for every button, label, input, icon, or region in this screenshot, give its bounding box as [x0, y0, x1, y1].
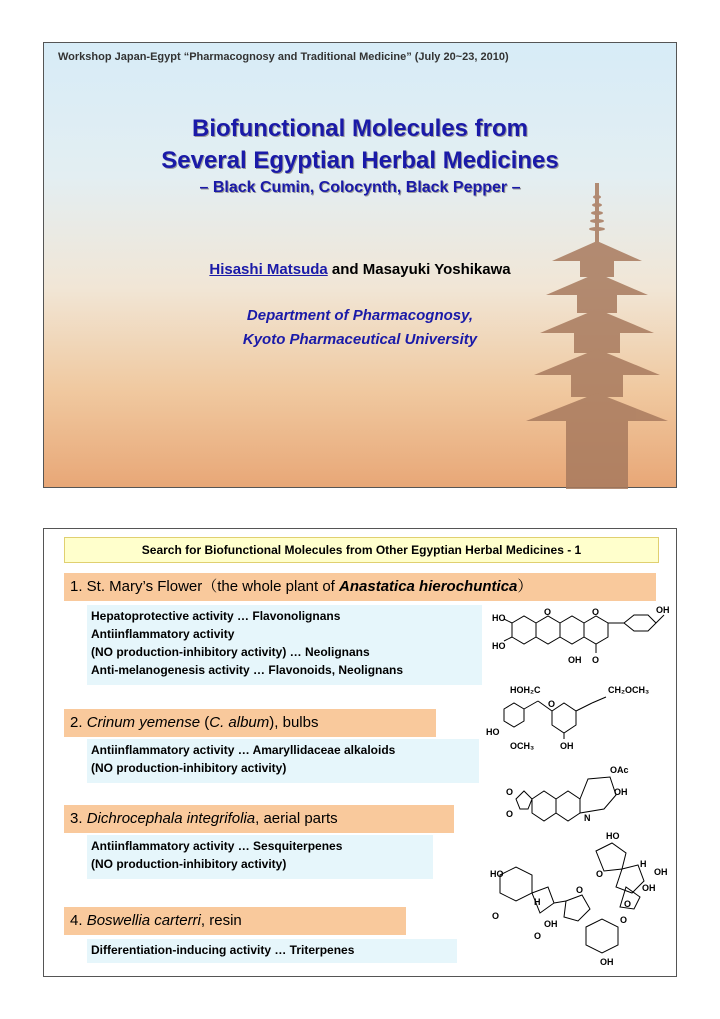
- section-1-activities: [87, 605, 482, 685]
- oac-label: OAc: [610, 765, 629, 775]
- activity-line: (NO production-inhibitory activity): [91, 857, 287, 871]
- o-label: O: [492, 911, 500, 921]
- pagoda-silhouette-icon: [522, 183, 672, 489]
- o-label: O: [544, 607, 552, 617]
- o-label: O: [620, 915, 628, 925]
- section-3-activities: [87, 835, 433, 879]
- flavonoid-structure-diagram: [492, 601, 676, 673]
- hoh2c-label: HOH₂C: [510, 685, 541, 695]
- ch2och3-label: CH₂OCH₃: [608, 685, 650, 695]
- activity-line: Differentiation-inducing activity … Triterpenes: [91, 943, 355, 957]
- section-3-suffix: , aerial parts: [255, 810, 338, 827]
- activity-line: Hepatoprotective activity … Flavonolignans: [91, 609, 341, 623]
- n-label: N: [584, 813, 591, 823]
- oh-label: OH: [614, 787, 628, 797]
- section-4-prefix: 4.: [70, 912, 87, 929]
- section-4-suffix: , resin: [200, 912, 242, 929]
- oh-label: OH: [568, 655, 582, 665]
- oh-label: OH: [600, 957, 614, 967]
- co-author: and Masayuki Yoshikawa: [331, 261, 511, 278]
- section-2-title: [64, 709, 436, 737]
- o-label: O: [534, 931, 542, 941]
- sesquiterpene-structure-diagram: [456, 827, 666, 967]
- ho-label: HO: [490, 869, 504, 879]
- ho-label: HO: [492, 613, 506, 623]
- activity-line: Anti-melanogenesis activity … Flavonoids, Neolignans: [91, 663, 404, 677]
- neolignan-structure-diagram: [480, 681, 676, 753]
- workshop-caption: Workshop Japan-Egypt “Pharmacognosy and Traditional Medicine” (July 20~23, 2010): [58, 51, 509, 63]
- ho-label: HO: [606, 831, 620, 841]
- o-label: O: [624, 899, 632, 909]
- section-2-activities: [87, 739, 479, 783]
- activity-line: Antiinflammatory activity … Amaryllidaceae alkaloids: [91, 743, 396, 757]
- section-2-suffix: ), bulbs: [269, 714, 319, 731]
- section-2-species: Crinum yemense: [86, 714, 201, 731]
- o-label: O: [592, 607, 600, 617]
- activity-line: (NO production-inhibitory activity) … Neolignans: [91, 645, 370, 659]
- ho-label: HO: [486, 727, 500, 737]
- section-3-species: Dichrocephala integrifolia: [86, 810, 256, 827]
- o-label: O: [506, 787, 514, 797]
- presenting-author: Hisashi Matsuda: [209, 261, 328, 278]
- section-1-title: [64, 573, 656, 601]
- section-3-title: [64, 805, 454, 833]
- oh-label: OH: [654, 867, 668, 877]
- o-label: O: [592, 655, 600, 665]
- section-2-prefix: 2.: [70, 714, 87, 731]
- activity-line: Antiinflammatory activity: [91, 627, 235, 641]
- activity-line: (NO production-inhibitory activity): [91, 761, 287, 775]
- section-2-synonym: C. album: [209, 714, 270, 731]
- o-label: O: [576, 885, 584, 895]
- section-1-prefix: 1. St. Mary’s Flower（the whole plant of: [70, 578, 340, 595]
- section-3-prefix: 3.: [70, 810, 87, 827]
- section-4-title: [64, 907, 406, 935]
- content-slide: [43, 528, 677, 977]
- department-line-2: Kyoto Pharmaceutical University: [242, 331, 478, 348]
- och3-label: OCH₃: [510, 741, 535, 751]
- oh-label: OH: [642, 883, 656, 893]
- slide-header: Search for Biofunctional Molecules from Other Egyptian Herbal Medicines - 1: [64, 537, 659, 563]
- ho-label: HO: [492, 641, 506, 651]
- department-line-1: Department of Pharmacognosy,: [246, 307, 474, 324]
- h-label: H: [534, 897, 541, 907]
- title-line-3: – Black Cumin, Colocynth, Black Pepper –: [199, 179, 521, 196]
- section-2-mid: (: [200, 714, 210, 731]
- h-label: H: [640, 859, 647, 869]
- oh-label: OH: [544, 919, 558, 929]
- o-label: O: [548, 699, 556, 709]
- section-4-activities: [87, 939, 457, 963]
- section-4-species: Boswellia carterri: [86, 912, 201, 929]
- oh-label: OH: [560, 741, 574, 751]
- title-slide: [43, 42, 677, 488]
- o-label: O: [596, 869, 604, 879]
- activity-line: Antiinflammatory activity … Sesquiterpenes: [91, 839, 343, 853]
- o-label: O: [506, 809, 514, 819]
- section-1-suffix: ）: [517, 578, 533, 595]
- title-line-2: Several Egyptian Herbal Medicines: [161, 147, 559, 174]
- title-line-1: Biofunctional Molecules from: [191, 115, 529, 142]
- oh-label: OH: [656, 605, 670, 615]
- section-1-species: Anastatica hierochuntica: [339, 578, 518, 595]
